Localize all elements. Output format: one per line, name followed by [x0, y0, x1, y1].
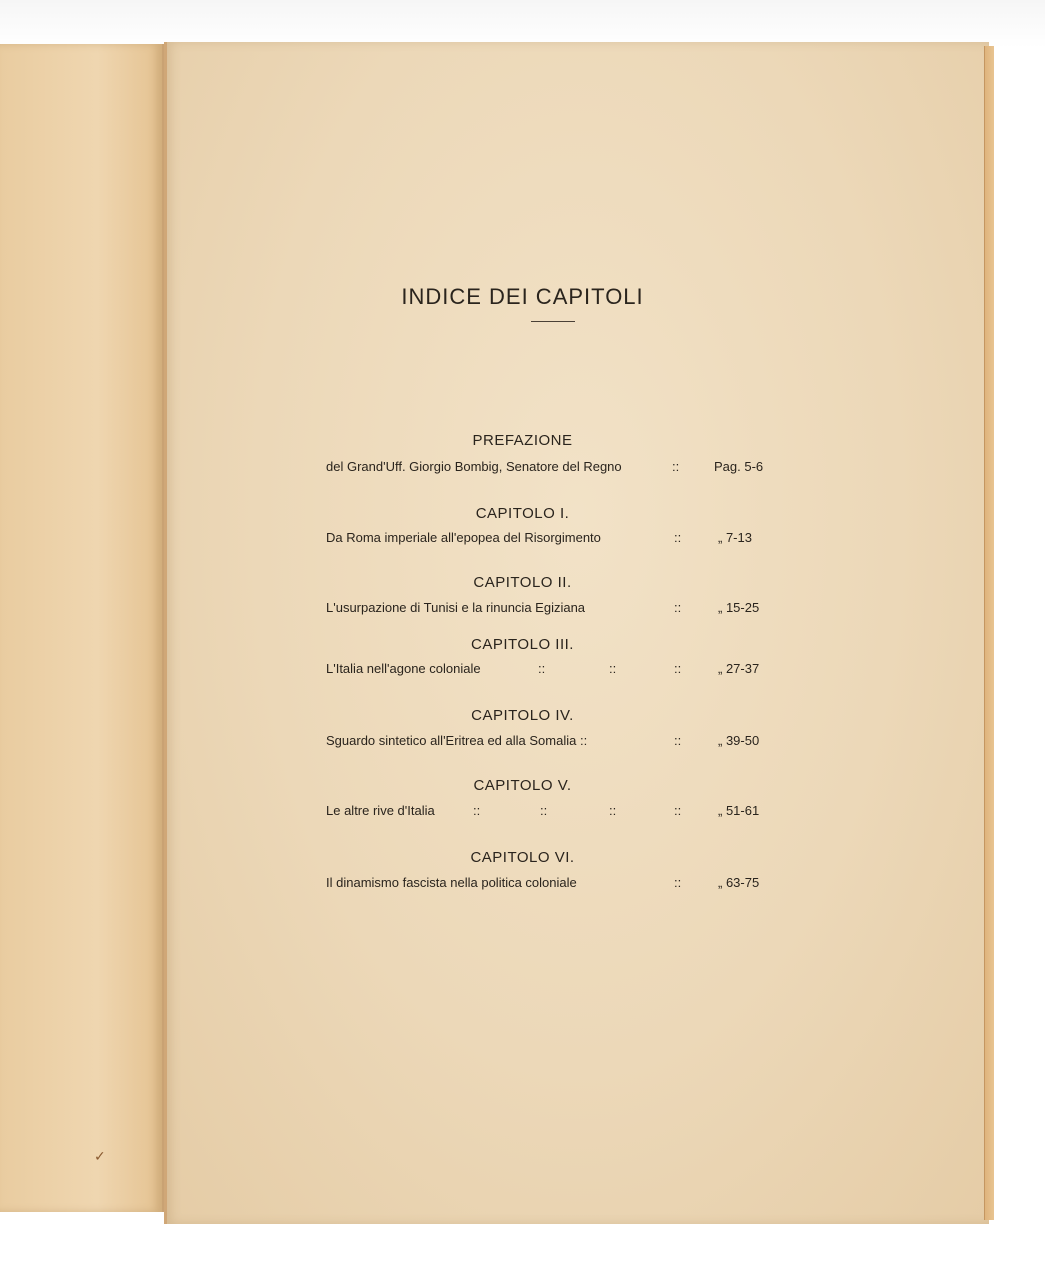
- toc-page-range: „ 7-13: [718, 530, 752, 545]
- toc-entry-title: del Grand'Uff. Giorgio Bombig, Senatore del Regno: [326, 459, 622, 474]
- toc-separator: ::: [473, 803, 481, 818]
- toc-entry-title: Le altre rive d'Italia: [326, 803, 435, 818]
- toc-heading: CAPITOLO III.: [471, 636, 574, 653]
- page-edge: [984, 46, 994, 1220]
- toc-separator: ::: [674, 875, 682, 890]
- toc-separator: ::: [674, 803, 682, 818]
- toc-separator: ::: [609, 661, 617, 676]
- toc-heading: CAPITOLO V.: [473, 777, 572, 794]
- page-title: INDICE DEI CAPITOLI: [401, 284, 644, 309]
- toc-separator: ::: [609, 803, 617, 818]
- toc-separator: ::: [538, 661, 546, 676]
- toc-heading: PREFAZIONE: [472, 432, 573, 449]
- toc-page-range: „ 15-25: [718, 600, 760, 615]
- toc-entry-title: L'usurpazione di Tunisi e la rinuncia Egiziana: [326, 600, 586, 615]
- toc-heading: CAPITOLO I.: [475, 505, 570, 522]
- toc-heading: CAPITOLO II.: [473, 574, 572, 591]
- toc-page-range: „ 63-75: [718, 875, 760, 890]
- toc-separator: ::: [674, 661, 682, 676]
- right-page: [164, 42, 989, 1224]
- toc-entry-title: Sguardo sintetico all'Eritrea ed alla Somalia ::: [326, 733, 588, 748]
- ink-mark: ✓: [94, 1148, 106, 1164]
- toc-entry-title: L'Italia nell'agone coloniale: [326, 661, 481, 676]
- left-page: [0, 44, 164, 1212]
- toc-page-range: Pag. 5-6: [714, 459, 764, 474]
- toc-separator: ::: [674, 600, 682, 615]
- toc-separator: ::: [540, 803, 548, 818]
- title-rule: [531, 321, 575, 322]
- toc-separator: ::: [672, 459, 680, 474]
- toc-entry-title: Da Roma imperiale all'epopea del Risorgimento: [326, 530, 601, 545]
- toc-heading: CAPITOLO IV.: [471, 707, 574, 724]
- toc-separator: ::: [674, 530, 682, 545]
- toc-page-range: „ 39-50: [718, 733, 760, 748]
- toc-entry-title: Il dinamismo fascista nella politica coloniale: [326, 875, 577, 890]
- scan-background: [0, 0, 1045, 48]
- toc-heading: CAPITOLO VI.: [470, 849, 575, 866]
- toc-page-range: „ 27-37: [718, 661, 760, 676]
- toc-page-range: „ 51-61: [718, 803, 760, 818]
- toc-separator: ::: [674, 733, 682, 748]
